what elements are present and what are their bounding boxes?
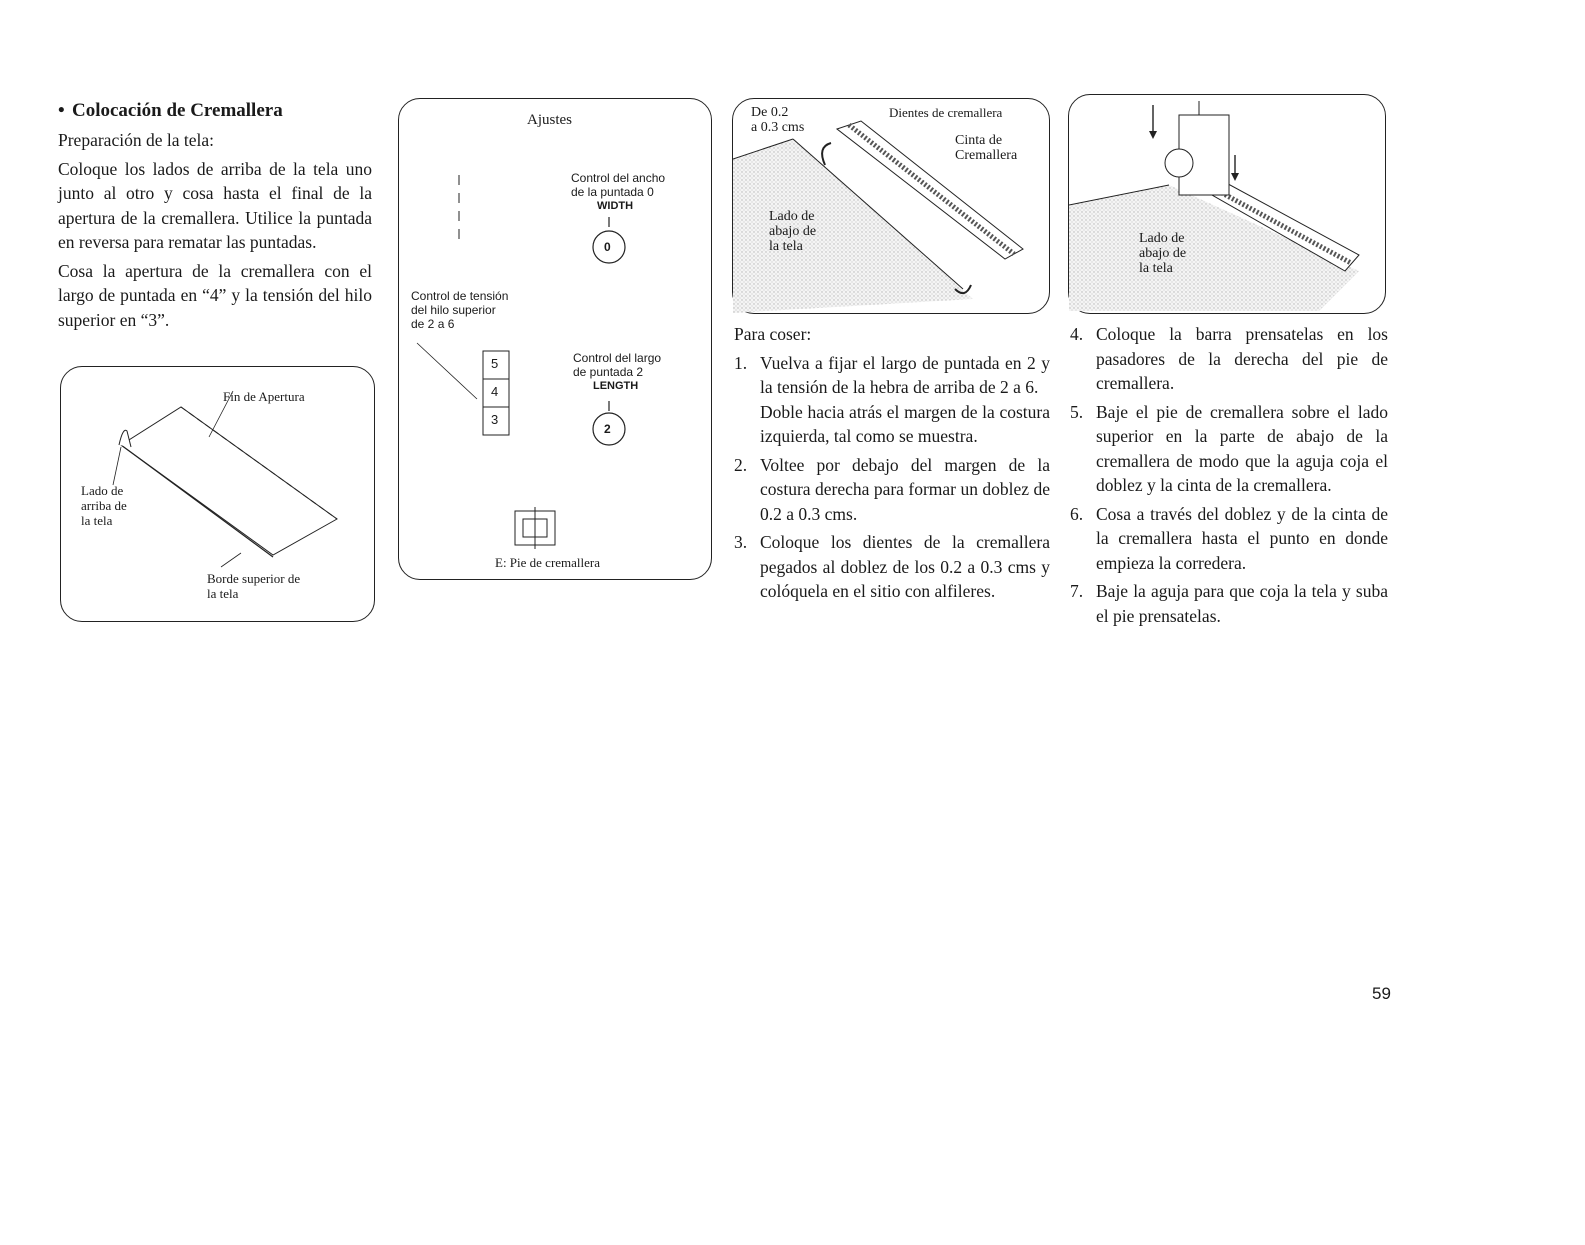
length-label-line-1: Control del largo: [573, 351, 662, 365]
sew-title: Para coser:: [734, 324, 812, 344]
step-number: 4.: [1070, 324, 1084, 344]
label-underside-2-line-1: Lado de: [1139, 231, 1185, 246]
intro-paragraph-2: Cosa la apertura de la cremallera con el largo de puntada en “4” y la tensión del hilo superior en “3”.: [58, 260, 372, 330]
length-label-line-2: de puntada 2: [573, 365, 644, 379]
label-upper-side: [81, 483, 127, 528]
label-upper-side-line-1: Lado de: [81, 483, 124, 498]
step-number: 7.: [1070, 581, 1084, 601]
prep-label: Preparación de la tela:: [58, 130, 214, 150]
label-underside-2-line-2: abajo de: [1139, 246, 1187, 261]
label-zipper-tape: [955, 133, 1017, 163]
label-top-edge: [207, 571, 300, 601]
width-control-label: [571, 171, 665, 213]
steps-list-1: [734, 351, 1050, 604]
tension-label-line-1: Control de tensión: [411, 289, 509, 303]
section-title-text: Colocación de Cremallera: [72, 100, 283, 121]
step-text: Voltee por debajo del margen de la costura derecha para formar un doblez de 0.2 a 0.3 cms.: [760, 454, 1050, 524]
tension-number-5: 5: [491, 356, 499, 371]
intro-column: [58, 100, 372, 332]
label-underside-line-2: abajo de: [769, 224, 817, 239]
list-item: [734, 530, 1050, 604]
step-number: 5.: [1070, 401, 1084, 422]
label-underside-line-1: Lado de: [769, 209, 815, 224]
list-item: [1070, 502, 1388, 576]
label-zipper-tape-line-1: Cinta de: [955, 133, 1003, 148]
tension-control-label: [411, 289, 508, 331]
step-extra-text: Doble hacia atrás el margen de la costura izquierda, tal como se muestra.: [760, 401, 1050, 446]
label-underside-line-3: la tela: [769, 239, 803, 254]
step-text: Baje la aguja para que coja la tela y suba el pie prensatelas.: [1096, 581, 1388, 626]
page-number: 59: [1372, 984, 1391, 1003]
list-item: [734, 351, 1050, 449]
step-text: Cosa a través del doblez y de la cinta de la cremallera hasta el punto en donde empieza la corredera.: [1096, 503, 1388, 573]
label-fold-size-line-1: De 0.2: [751, 105, 789, 120]
length-dial-value: 2: [604, 422, 611, 436]
presser-foot-illustration: [1069, 95, 1385, 313]
intro-paragraph-1: Coloque los lados de arriba de la tela uno junto al otro y cosa hasta el final de la apertura de la cremallera. Utilice la puntada en reversa para rematar las puntadas.: [58, 158, 372, 252]
list-item: [734, 453, 1050, 527]
figure-presser-foot: [1068, 94, 1386, 314]
step-text: Vuelva a fijar el largo de puntada en 2 y la tensión de la hebra de arriba de 2 a 6.: [760, 352, 1050, 397]
tension-number-3: 3: [491, 412, 499, 427]
label-end-opening: Fin de Apertura: [223, 389, 305, 404]
list-item: [1070, 400, 1388, 498]
figure-zipper-placement: [732, 98, 1050, 314]
settings-title: Ajustes: [527, 112, 572, 128]
label-upper-side-line-2: arriba de: [81, 498, 127, 513]
zipper-foot-label: E: Pie de cremallera: [495, 555, 601, 570]
width-label-line-2: de la puntada 0: [571, 185, 654, 199]
tension-number-4: 4: [491, 384, 499, 399]
label-underside-2-line-3: la tela: [1139, 261, 1173, 276]
tension-label-line-3: de 2 a 6: [411, 317, 455, 331]
step-number: 3.: [734, 532, 748, 552]
label-upper-side-line-3: la tela: [81, 513, 113, 528]
width-dial-value: 0: [604, 240, 611, 254]
step-text: Baje el pie de cremallera sobre el lado superior en la parte de abajo de la cremallera de modo que la aguja coja el doblez y la cinta de la cremallera.: [1096, 401, 1388, 495]
settings-panel: [398, 98, 712, 580]
label-underside-2: [1139, 231, 1186, 276]
steps-list-2: [1070, 322, 1388, 628]
label-underside: [769, 209, 816, 254]
length-word: LENGTH: [593, 380, 639, 392]
sewing-steps-column-2: [1070, 322, 1388, 632]
section-title: [58, 100, 372, 122]
step-number: 1.: [734, 352, 748, 373]
figure-fabric-opening: [60, 366, 375, 622]
tension-label-line-2: del hilo superior: [411, 303, 496, 317]
bullet-icon: •: [58, 100, 65, 121]
label-fold-size-line-2: a 0.3 cms: [751, 120, 805, 135]
label-fold-size: [751, 105, 804, 135]
sewing-steps-column: [734, 322, 1050, 608]
list-item: [1070, 579, 1388, 628]
step-text: Coloque los dientes de la cremallera pegados al doblez de los 0.2 a 0.3 cms y colóquela en el sitio con alfileres.: [760, 532, 1050, 601]
label-zipper-teeth: Dientes de cremallera: [889, 105, 1003, 120]
list-item: [1070, 322, 1388, 396]
label-top-edge-line-1: Borde superior de: [207, 571, 301, 586]
label-zipper-tape-line-2: Cremallera: [955, 148, 1018, 163]
label-top-edge-line-2: la tela: [207, 586, 239, 601]
length-control-label: [573, 351, 661, 393]
step-number: 2.: [734, 454, 748, 475]
step-text: Coloque la barra prensatelas en los pasadores de la derecha del pie de cremallera.: [1096, 324, 1388, 393]
width-word: WIDTH: [597, 200, 634, 212]
width-label-line-1: Control del ancho: [571, 171, 666, 185]
step-number: 6.: [1070, 503, 1084, 524]
